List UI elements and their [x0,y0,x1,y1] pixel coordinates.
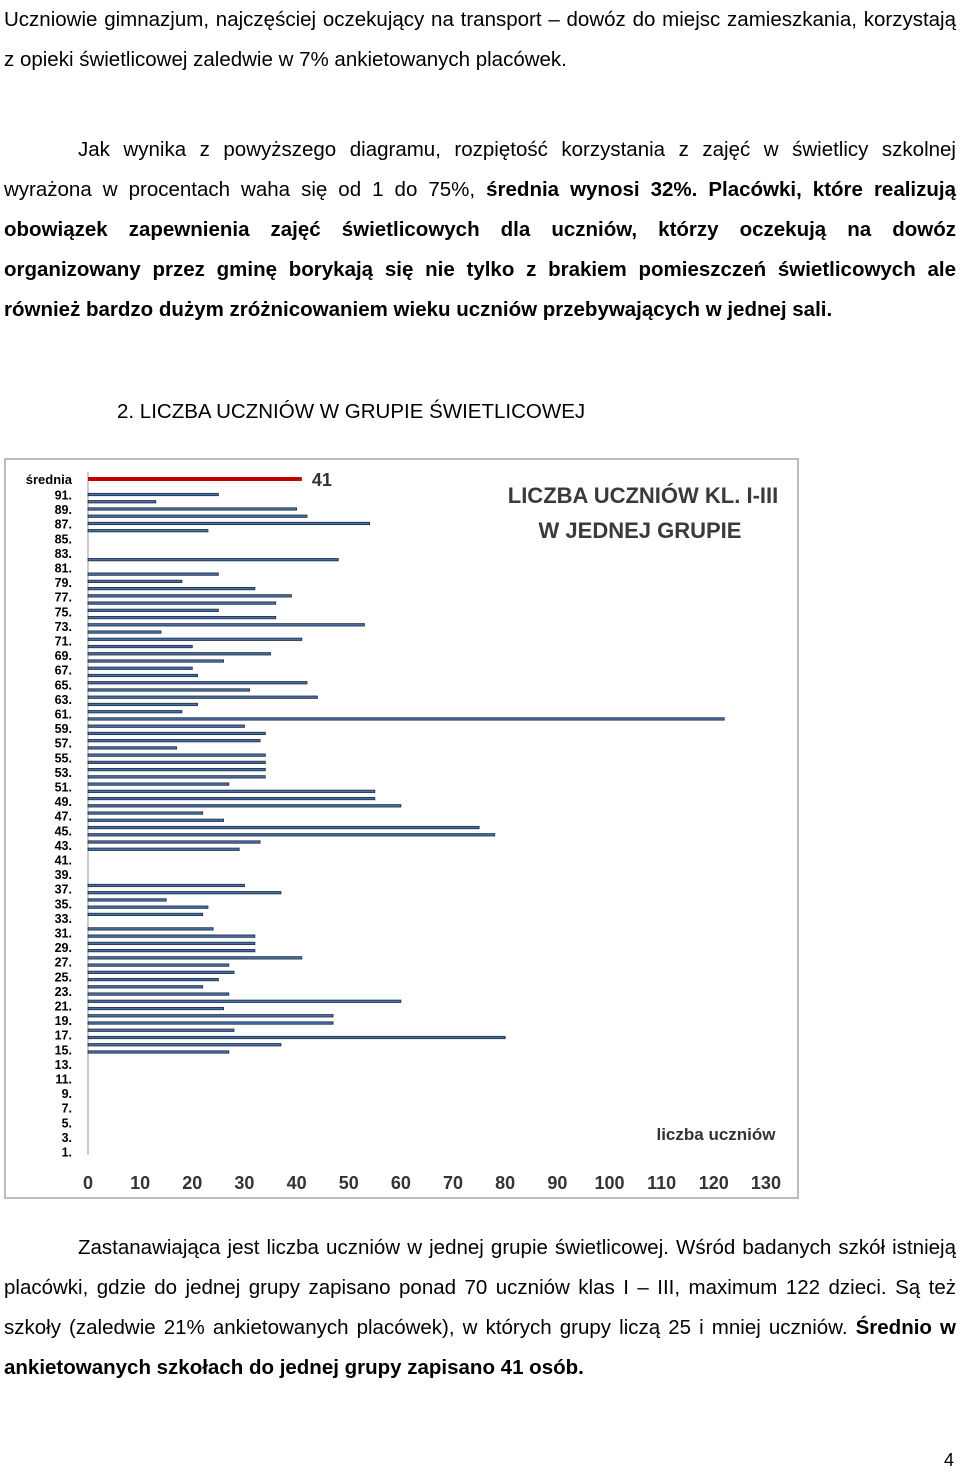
category-label: 71. [54,634,72,649]
category-label: 75. [54,605,72,620]
data-bar [88,1029,234,1031]
data-bar [88,739,260,741]
data-bar [88,899,166,901]
data-bar [88,587,255,589]
diagram-text: Jak wynika z powyższego diagramu, rozpiętość korzystania z zajęć w świetlicy szkolnej wyrażona w procentach waha się od 1 do 75%, [4,138,956,201]
category-label: 15. [54,1043,72,1058]
data-bar [88,819,224,821]
category-label: 53. [54,765,72,780]
category-label: 21. [54,999,72,1014]
category-label: 63. [54,692,72,707]
data-bar [88,609,218,611]
category-label: 69. [54,649,72,664]
category-label: 85. [54,532,72,547]
diagram-bold-text: średnia wynosi 32%. Placówki, które realizują obowiązek zapewnienia zajęć świetlicowych dla uczniów, którzy oczekują na dowóz organizowany przez gminę borykają się nie tylko z brakiem pomieszczeń świetlicowych ale również bardzo dużym zróżnicowaniem wieku uczniów przebywających w jednej sali. [4,178,956,321]
data-bar [88,812,203,814]
category-label: 43. [54,838,72,853]
data-bar [88,797,375,799]
data-bar [88,826,479,828]
x-tick-label: 30 [234,1173,255,1193]
category-label: 5. [61,1116,72,1131]
data-bar [88,949,255,951]
data-bar [88,841,260,843]
data-bar [88,711,182,713]
data-bar [88,530,208,532]
x-tick-label: 10 [130,1173,151,1193]
category-label: 77. [54,590,72,605]
category-label: 89. [54,503,72,518]
data-bar [88,493,218,495]
data-bar [88,667,192,669]
data-bar [88,624,364,626]
data-bar [88,906,208,908]
category-label: 59. [54,722,72,737]
category-label: 19. [54,1014,72,1029]
data-bar [88,682,307,684]
data-bar [88,718,724,720]
data-bar [88,935,255,937]
x-tick-label: 20 [182,1173,203,1193]
category-label: 45. [54,824,72,839]
average-value-label: 41 [311,470,332,490]
data-bar [88,595,291,597]
data-bar [88,783,229,785]
data-bar [88,1036,505,1038]
students-per-group-chart [4,458,799,1199]
x-tick-label: 120 [698,1173,729,1193]
data-bar [88,928,213,930]
data-bar [88,957,302,959]
data-bar [88,1051,229,1053]
category-label: 61. [54,707,72,722]
intro-text: Uczniowie gimnazjum, najczęściej oczekujący na transport – dowóz do miejsc zamieszkania, korzystają z opieki świetlicowej zaledwie w 7% ankietowanych placówek. [4,8,956,71]
data-bar [88,754,265,756]
data-bar [88,696,317,698]
category-label: 25. [54,970,72,985]
category-label: 35. [54,897,72,912]
x-tick-label: 60 [390,1173,411,1193]
intro-paragraph [4,0,956,80]
data-bar [88,768,265,770]
x-tick-label: 80 [495,1173,516,1193]
category-label: 33. [54,911,72,926]
data-bar [88,993,229,995]
chart-title-line2: W JEDNEJ GRUPIE [538,518,742,543]
data-bar [88,580,182,582]
average-label: średnia [25,472,72,487]
data-bar [88,971,234,973]
diagram-paragraph [4,130,956,330]
category-label: 11. [55,1072,72,1087]
data-bar [88,884,244,886]
data-bar [88,602,276,604]
category-label: 7. [61,1101,72,1116]
category-label: 3. [61,1130,72,1145]
page-number: 4 [943,1450,954,1470]
data-bar [88,725,244,727]
data-bar [88,986,203,988]
data-bar [88,508,297,510]
chart-title-line1: LICZBA UCZNIÓW KL. I-III [507,483,779,508]
category-label: 91. [54,488,72,503]
data-bar [88,978,218,980]
category-label: 73. [54,619,72,634]
category-label: 47. [54,809,72,824]
data-bar [88,638,302,640]
data-bar [88,631,161,633]
data-bar [88,848,239,850]
x-tick-label: 70 [443,1173,464,1193]
data-bar [88,689,250,691]
data-bar [88,892,281,894]
data-bar [88,776,265,778]
data-bar [88,805,401,807]
category-label: 23. [54,984,72,999]
data-bar [88,964,229,966]
data-bar [88,1007,224,1009]
category-label: 51. [54,780,72,795]
data-bar [88,1015,333,1017]
data-bar [88,522,370,524]
category-label: 83. [54,546,72,561]
category-label: 37. [54,882,72,897]
category-label: 55. [54,751,72,766]
average-bar [88,477,302,481]
data-bar [88,942,255,944]
data-bar [88,790,375,792]
data-bar [88,653,271,655]
category-label: 87. [54,517,72,532]
conclusion-paragraph [4,1228,956,1388]
conclusion-bold-text: Średnio w ankietowanych szkołach do jednej grupy zapisano 41 osób. [4,1316,956,1379]
section-heading: 2. LICZBA UCZNIÓW W GRUPIE ŚWIETLICOWEJ [117,400,586,423]
data-bar [88,761,265,763]
data-bar [88,674,198,676]
category-label: 9. [61,1087,72,1102]
data-bar [88,1022,333,1024]
category-label: 57. [54,736,72,751]
category-label: 67. [54,663,72,678]
category-label: 49. [54,795,72,810]
conclusion-text: Zastanawiająca jest liczba uczniów w jednej grupie świetlicowej. Wśród badanych szkół istnieją placówki, gdzie do jednej grupy zapisano ponad 70 uczniów klas I – III, maximum 122 dzieci. Są też szkoły (zaledwie 21% ankietowanych placówek), w których grupy liczą 25 i mniej uczniów. [4,1236,956,1339]
x-tick-label: 40 [286,1173,307,1193]
category-label: 27. [54,955,72,970]
data-bar [88,558,338,560]
data-bar [88,834,495,836]
x-tick-label: 90 [547,1173,568,1193]
category-label: 79. [54,576,72,591]
x-tick-label: 100 [594,1173,625,1193]
x-tick-label: 0 [82,1173,94,1193]
category-label: 17. [54,1028,72,1043]
data-bar [88,747,177,749]
data-bar [88,616,276,618]
data-bar [88,1000,401,1002]
data-bar [88,501,156,503]
x-tick-label: 50 [338,1173,359,1193]
data-bar [88,1044,281,1046]
data-bar [88,573,218,575]
x-tick-label: 110 [647,1173,677,1193]
data-bar [88,660,224,662]
category-label: 1. [61,1145,72,1160]
category-label: 13. [54,1057,72,1072]
data-bar [88,515,307,517]
data-bar [88,703,198,705]
data-bar [88,913,203,915]
x-axis-label: liczba uczniów [656,1125,776,1144]
category-label: 81. [54,561,72,576]
category-label: 41. [54,853,72,868]
category-label: 31. [54,926,72,941]
data-bar [88,732,265,734]
x-tick-label: 130 [750,1173,781,1193]
category-label: 39. [54,868,72,883]
category-label: 65. [54,678,72,693]
data-bar [88,645,192,647]
category-label: 29. [54,941,72,956]
